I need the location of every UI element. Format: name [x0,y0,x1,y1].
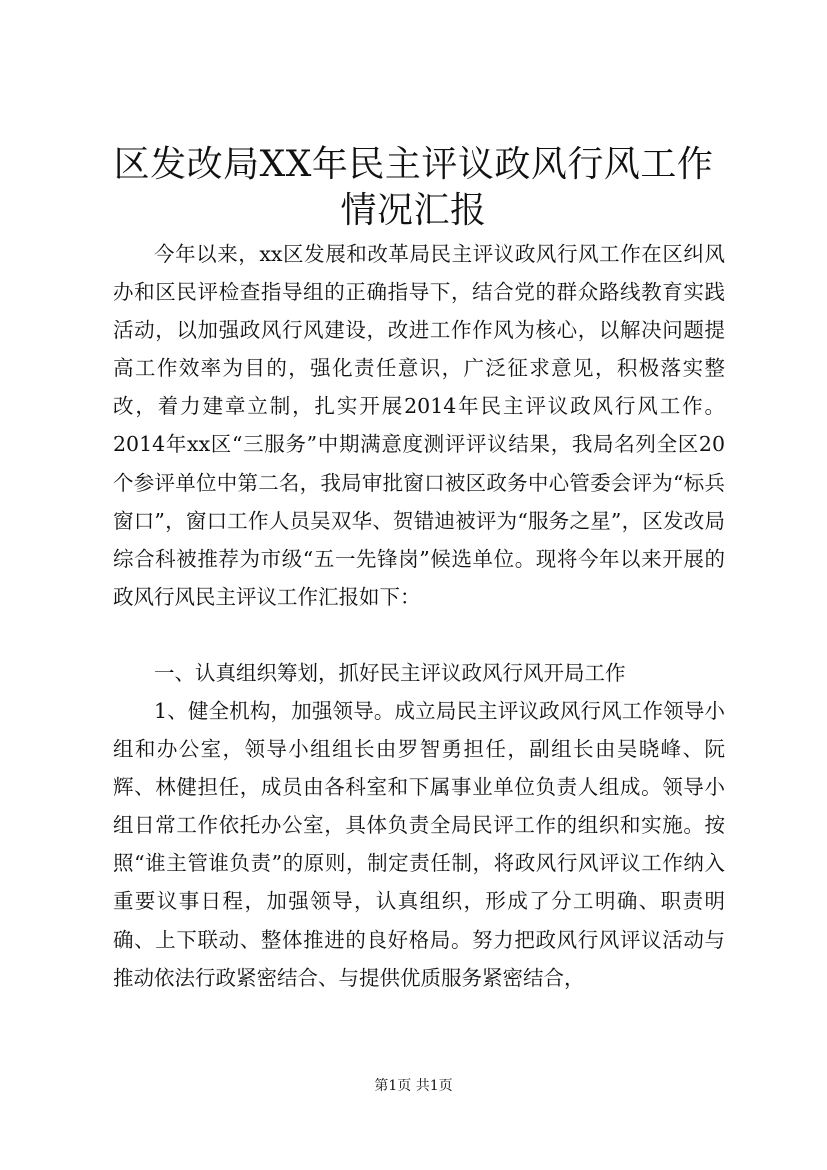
body-paragraph-intro: 今年以来，xx区发展和改革局民主评议政风行风工作在区纠风办和区民评检查指导组的正确指导下，结合党的群众路线教育实践活动，以加强政风行风建设，改进工作作风为核心，以解决问题提高工作效率为目的，强化责任意识，广泛征求意见，积极落实整改，着力建章立制，扎实开展2014年民主评议政风行风工作。2014年xx区“三服务”中期满意度测评评议结果，我局名列全区20个参评单位中第二名，我局审批窗口被区政务中心管委会评为“标兵窗口”，窗口工作人员吴双华、贺错迪被评为“服务之星”，区发改局综合科被推荐为市级“五一先锋岗”候选单位。现将今年以来开展的政风行风民主评议工作汇报如下： [113,242,725,609]
body-paragraph-section-1: 1、健全机构，加强领导。成立局民主评议政风行风工作领导小组和办公室，领导小组组长由罗智勇担任，副组长由吴晓峰、阮辉、林健担任，成员由各科室和下属事业单位负责人组成。领导小组日常工作依托办公室，具体负责全局民评工作的组织和实施。按照“谁主管谁负责”的原则，制定责任制，将政风行风评议工作纳入重要议事日程，加强领导，认真组织，形成了分工明确、职责明确、上下联动、整体推进的良好格局。努力把政风行风评议活动与推动依法行政紧密结合、与提供优质服务紧密结合， [113,699,725,990]
page-footer: 第1页 共1页 [374,1078,453,1094]
section-heading: 一、认真组织筹划，抓好民主评议政风行风开局工作 [154,661,626,685]
document-title: 区发改局XX年民主评议政风行风工作情况汇报 [113,144,714,231]
